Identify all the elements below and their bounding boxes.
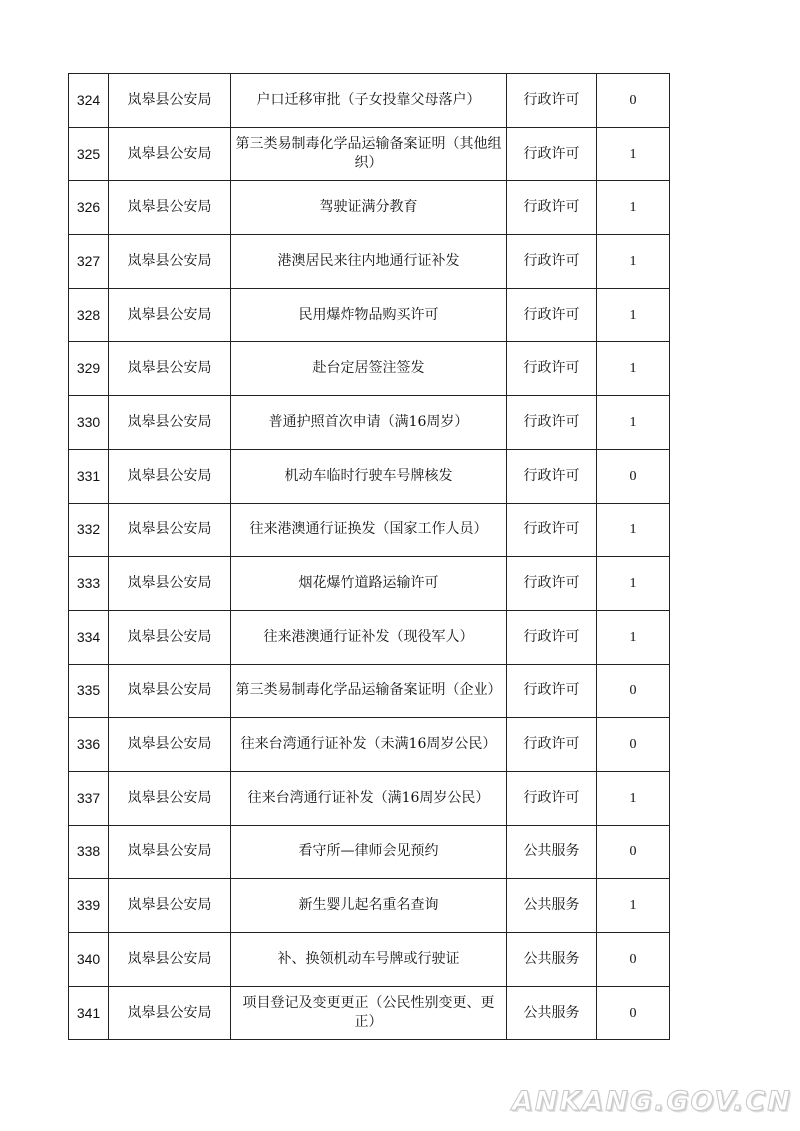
department-cell: 岚皋县公安局: [109, 933, 231, 987]
table-row: [69, 342, 670, 396]
row-number: 336: [69, 718, 109, 772]
item-name-cell: 赴台定居签注签发: [231, 342, 507, 396]
item-name-cell: 民用爆炸物品购买许可: [231, 288, 507, 342]
item-type-cell: 公共服务: [507, 933, 597, 987]
row-number: 331: [69, 449, 109, 503]
count-cell: 1: [597, 127, 670, 181]
item-name-cell: 新生婴儿起名重名查询: [231, 879, 507, 933]
row-number: 341: [69, 986, 109, 1040]
department-cell: 岚皋县公安局: [109, 181, 231, 235]
item-type-cell: 行政许可: [507, 181, 597, 235]
item-name-cell: 补、换领机动车号牌或行驶证: [231, 933, 507, 987]
row-number: 329: [69, 342, 109, 396]
item-name-cell: 往来台湾通行证补发（未满16周岁公民）: [231, 718, 507, 772]
item-type-cell: 行政许可: [507, 664, 597, 718]
row-number: 334: [69, 610, 109, 664]
table-row: [69, 664, 670, 718]
service-items-table: [68, 73, 670, 1040]
item-type-cell: 公共服务: [507, 879, 597, 933]
count-cell: 1: [597, 771, 670, 825]
item-name-cell: 往来台湾通行证补发（满16周岁公民）: [231, 771, 507, 825]
item-name-cell: 驾驶证满分教育: [231, 181, 507, 235]
row-number: 339: [69, 879, 109, 933]
count-cell: 1: [597, 288, 670, 342]
department-cell: 岚皋县公安局: [109, 74, 231, 128]
item-type-cell: 行政许可: [507, 342, 597, 396]
department-cell: 岚皋县公安局: [109, 557, 231, 611]
row-number: 324: [69, 74, 109, 128]
count-cell: 0: [597, 449, 670, 503]
department-cell: 岚皋县公安局: [109, 396, 231, 450]
item-type-cell: 行政许可: [507, 127, 597, 181]
department-cell: 岚皋县公安局: [109, 503, 231, 557]
item-type-cell: 行政许可: [507, 557, 597, 611]
row-number: 326: [69, 181, 109, 235]
item-type-cell: 行政许可: [507, 288, 597, 342]
department-cell: 岚皋县公安局: [109, 879, 231, 933]
row-number: 333: [69, 557, 109, 611]
department-cell: 岚皋县公安局: [109, 449, 231, 503]
table-row: [69, 718, 670, 772]
count-cell: 0: [597, 74, 670, 128]
count-cell: 1: [597, 503, 670, 557]
row-number: 325: [69, 127, 109, 181]
item-name-cell: 户口迁移审批（子女投靠父母落户）: [231, 74, 507, 128]
department-cell: 岚皋县公安局: [109, 127, 231, 181]
item-type-cell: 行政许可: [507, 235, 597, 289]
table-row: [69, 933, 670, 987]
count-cell: 0: [597, 718, 670, 772]
department-cell: 岚皋县公安局: [109, 664, 231, 718]
count-cell: 0: [597, 825, 670, 879]
table-row: [69, 288, 670, 342]
department-cell: 岚皋县公安局: [109, 986, 231, 1040]
department-cell: 岚皋县公安局: [109, 610, 231, 664]
table-row: [69, 825, 670, 879]
count-cell: 0: [597, 986, 670, 1040]
item-type-cell: 行政许可: [507, 396, 597, 450]
row-number: 338: [69, 825, 109, 879]
item-name-cell: 第三类易制毒化学品运输备案证明（其他组织）: [231, 127, 507, 181]
row-number: 337: [69, 771, 109, 825]
item-type-cell: 行政许可: [507, 771, 597, 825]
row-number: 328: [69, 288, 109, 342]
count-cell: 1: [597, 181, 670, 235]
site-watermark: ANKANG.GOV.CN: [512, 1086, 792, 1117]
count-cell: 0: [597, 664, 670, 718]
table-row: [69, 771, 670, 825]
table-row: [69, 557, 670, 611]
row-number: 330: [69, 396, 109, 450]
count-cell: 1: [597, 879, 670, 933]
count-cell: 1: [597, 235, 670, 289]
table-row: [69, 181, 670, 235]
item-name-cell: 港澳居民来往内地通行证补发: [231, 235, 507, 289]
item-name-cell: 往来港澳通行证补发（现役军人）: [231, 610, 507, 664]
count-cell: 1: [597, 610, 670, 664]
department-cell: 岚皋县公安局: [109, 235, 231, 289]
item-type-cell: 公共服务: [507, 986, 597, 1040]
item-name-cell: 第三类易制毒化学品运输备案证明（企业）: [231, 664, 507, 718]
table-row: [69, 449, 670, 503]
item-name-cell: 项目登记及变更更正（公民性别变更、更正）: [231, 986, 507, 1040]
row-number: 327: [69, 235, 109, 289]
item-type-cell: 行政许可: [507, 503, 597, 557]
item-name-cell: 普通护照首次申请（满16周岁）: [231, 396, 507, 450]
item-type-cell: 行政许可: [507, 449, 597, 503]
item-type-cell: 公共服务: [507, 825, 597, 879]
department-cell: 岚皋县公安局: [109, 342, 231, 396]
item-name-cell: 往来港澳通行证换发（国家工作人员）: [231, 503, 507, 557]
table-row: [69, 235, 670, 289]
item-name-cell: 烟花爆竹道路运输许可: [231, 557, 507, 611]
count-cell: 0: [597, 933, 670, 987]
table-row: [69, 503, 670, 557]
item-name-cell: 看守所—律师会见预约: [231, 825, 507, 879]
row-number: 340: [69, 933, 109, 987]
row-number: 335: [69, 664, 109, 718]
department-cell: 岚皋县公安局: [109, 288, 231, 342]
item-type-cell: 行政许可: [507, 718, 597, 772]
item-name-cell: 机动车临时行驶车号牌核发: [231, 449, 507, 503]
table-row: [69, 986, 670, 1040]
table-row: [69, 879, 670, 933]
count-cell: 1: [597, 396, 670, 450]
table-row: [69, 127, 670, 181]
department-cell: 岚皋县公安局: [109, 718, 231, 772]
item-type-cell: 行政许可: [507, 74, 597, 128]
item-type-cell: 行政许可: [507, 610, 597, 664]
table-row: [69, 396, 670, 450]
table-body: [69, 74, 670, 1040]
count-cell: 1: [597, 557, 670, 611]
row-number: 332: [69, 503, 109, 557]
department-cell: 岚皋县公安局: [109, 825, 231, 879]
table-row: [69, 610, 670, 664]
count-cell: 1: [597, 342, 670, 396]
department-cell: 岚皋县公安局: [109, 771, 231, 825]
table-row: [69, 74, 670, 128]
